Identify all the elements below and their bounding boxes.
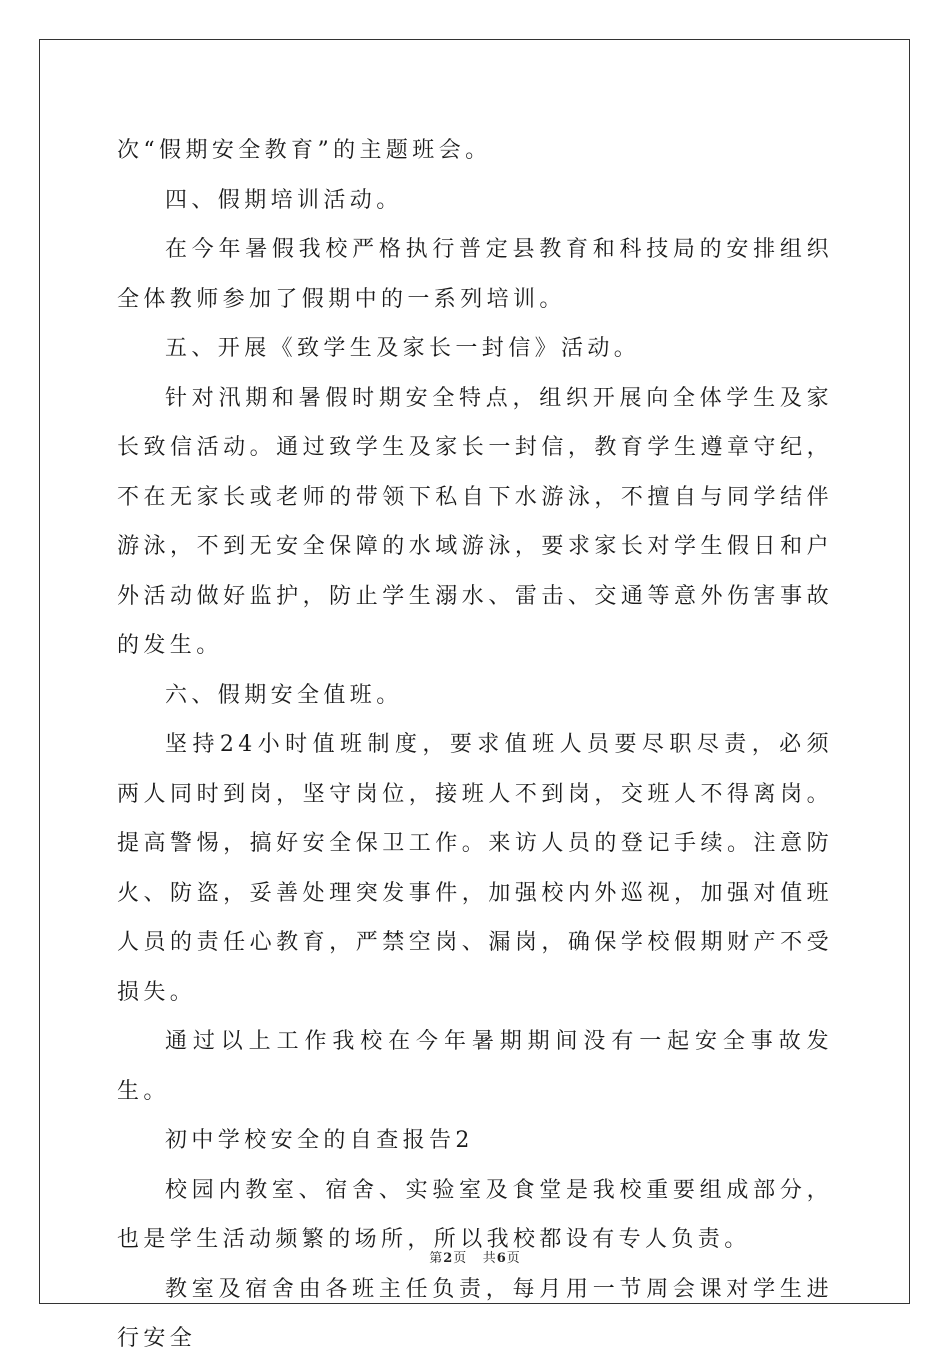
section-heading-6: 六、假期安全值班。 bbox=[165, 682, 403, 708]
total-suffix: 页 bbox=[506, 1251, 521, 1266]
page-prefix: 第 bbox=[429, 1251, 444, 1266]
paragraph-summary: 通过以上工作我校在今年暑期期间没有一起安全事故发生。 bbox=[117, 1029, 833, 1104]
paragraph-campus: 校园内教室、宿舍、实验室及食堂是我校重要组成部分，也是学生活动频繁的场所，所以我校都设有专人负责。 bbox=[117, 1177, 833, 1252]
page-number: 2 bbox=[443, 1251, 454, 1266]
report-title-2: 初中学校安全的自查报告2 bbox=[165, 1128, 474, 1153]
paragraph-letter: 针对汛期和暑假时期安全特点，组织开展向全体学生及家长致信活动。通过致学生及家长一封信，教育学生遵章守纪，不在无家长或老师的带领下私自下水游泳，不擅自与同学结伴游泳，不到无安全保障的水域游泳，要求家长对学生假日和户外活动做好监护，防止学生溺水、雷击、交通等意外伤害事故的发生。 bbox=[117, 385, 833, 658]
paragraph-duty: 坚持24小时值班制度，要求值班人员要尽职尽责，必须两人同时到岗，坚守岗位，接班人不到岗，交班人不得离岗。提高警惕，搞好安全保卫工作。来访人员的登记手续。注意防火、防盗，妥善处理突发事件，加强校内外巡视，加强对值班人员的责任心教育，严禁空岗、漏岗，确保学校假期财产不受损失。 bbox=[117, 732, 833, 1005]
total-pages: 6 bbox=[496, 1251, 507, 1266]
page-suffix: 页 bbox=[453, 1251, 468, 1266]
paragraph-classroom: 教室及宿舍由各班主任负责，每月用一节周会课对学生进行安全 bbox=[117, 1276, 833, 1351]
section-heading-4: 四、假期培训活动。 bbox=[165, 187, 403, 213]
paragraph-training: 在今年暑假我校严格执行普定县教育和科技局的安排组织全体教师参加了假期中的一系列培训。 bbox=[117, 237, 833, 312]
paragraph-1: 次“假期安全教育”的主题班会。 bbox=[117, 138, 492, 163]
section-heading-5: 五、开展《致学生及家长一封信》活动。 bbox=[165, 336, 641, 361]
total-prefix: 共 bbox=[482, 1251, 497, 1266]
page-footer bbox=[0, 1247, 950, 1266]
document-body bbox=[117, 126, 833, 1364]
